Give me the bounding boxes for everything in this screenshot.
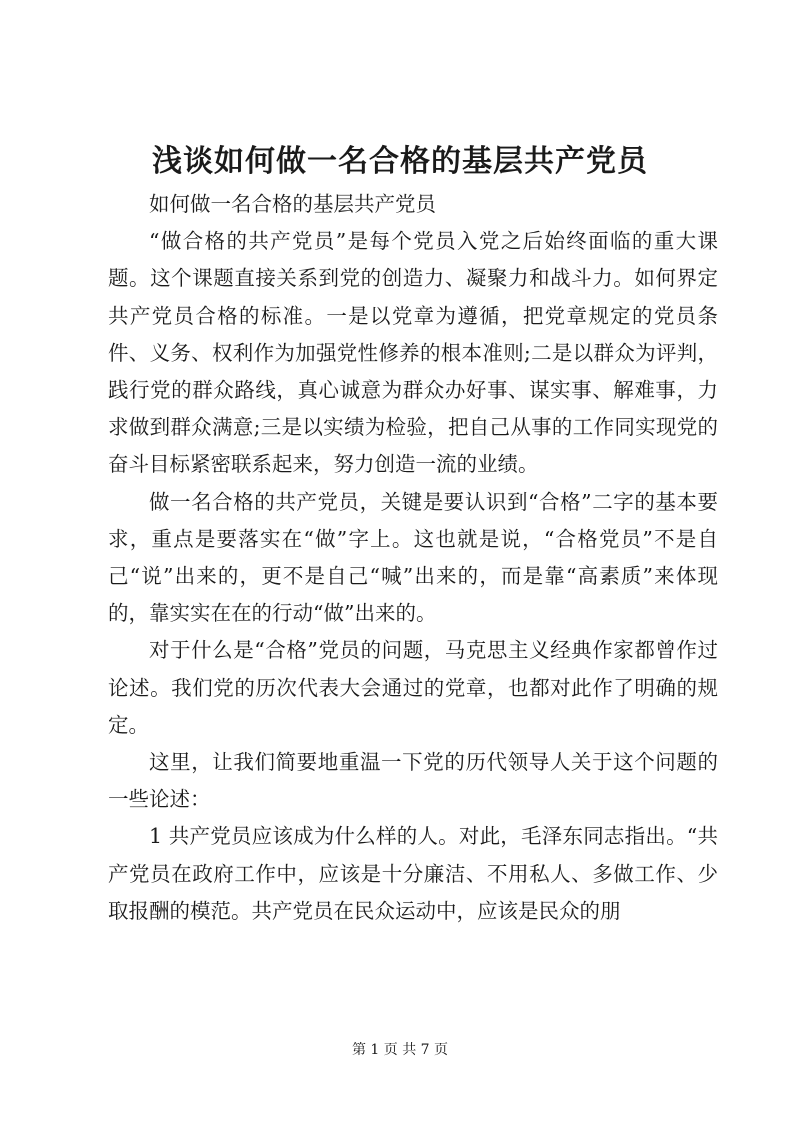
page-number: 第 1 页 共 7 页 (351, 1042, 449, 1058)
document-title: 浅谈如何做一名合格的基层共产党员 (152, 144, 648, 179)
paragraph-classics: 对于什么是“合格”党员的问题，马克思主义经典作家都曾作过论述。我们党的历次代表大会通过的党章，也都对此作了明确的规定。 (108, 638, 718, 737)
paragraph-requirements: 做一名合格的共产党员，关键是要认识到“合格”二字的基本要求，重点是要落实在“做”字上。这也就是说，“合格党员”不是自己“说”出来的，更不是自己“喊”出来的，而是靠“高素质”来体现的，靠实实在在的行动“做”出来的。 (108, 489, 718, 626)
paragraph-standards: “做合格的共产党员”是每个党员入党之后始终面临的重大课题。这个课题直接关系到党的创造力、凝聚力和战斗力。如何界定共产党员合格的标准。一是以党章为遵循，把党章规定的党员条件、义务、权利作为加强党性修养的根本准则;二是以群众为评判，践行党的群众路线，真心诚意为群众办好事、谋实事、解难事，力求做到群众满意;三是以实绩为检验，把自己从事的工作同实现党的奋斗目标紧密联系起来，努力创造一流的业绩。 (108, 229, 718, 477)
paragraph-subtitle: 如何做一名合格的基层共产党员 (149, 192, 436, 216)
paragraph-mao-quote: 1 共产党员应该成为什么样的人。对此，毛泽东同志指出。“共产党员在政府工作中，应该是十分廉洁、不用私人、多做工作、少取报酬的模范。共产党员在民众运动中，应该是民众的朋 (108, 824, 718, 923)
document-body (108, 186, 718, 930)
paragraph-review: 这里，让我们简要地重温一下党的历代领导人关于这个问题的一些论述： (108, 750, 718, 812)
